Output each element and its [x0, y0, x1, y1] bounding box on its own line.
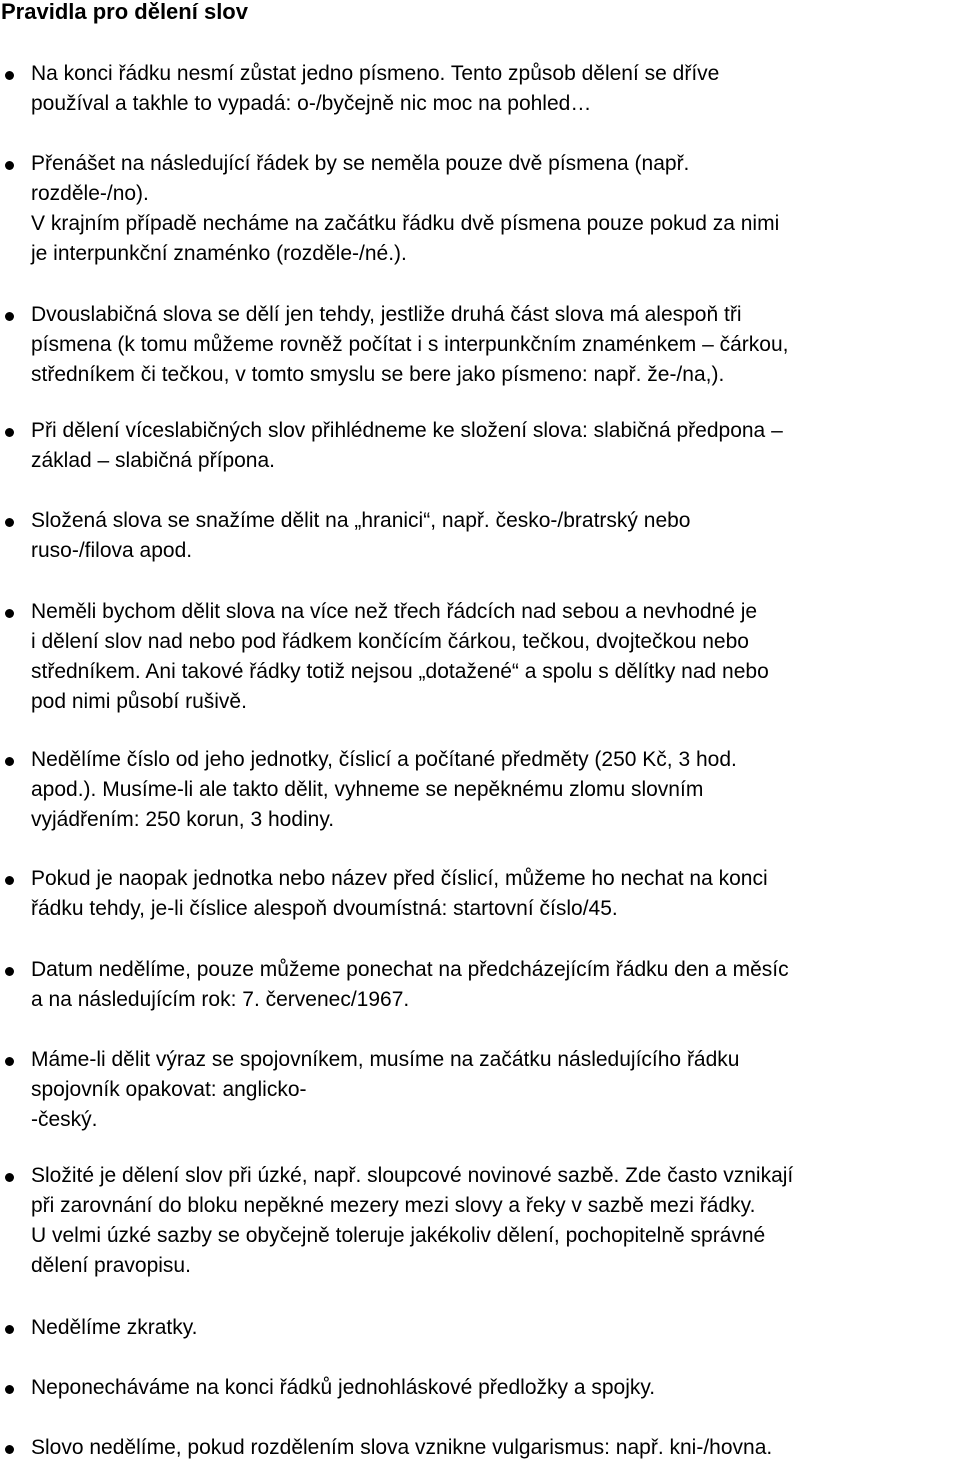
rule-text-line: ruso-/filova apod.: [31, 539, 193, 562]
bullet-icon: [5, 1325, 14, 1334]
rule-item: [0, 867, 960, 927]
rule-text-line: Na konci řádku nesmí zůstat jedno písmeno. Tento způsob dělení se dříve: [31, 62, 720, 85]
rule-item: [0, 1376, 960, 1406]
rule-text-line: i dělení slov nad nebo pod řádkem končícím čárkou, tečkou, dvojtečkou nebo: [31, 630, 749, 653]
rule-text-line: při zarovnání do bloku nepěkné mezery mezi slovy a řeky v sazbě mezi řádky.: [31, 1194, 756, 1217]
rule-item: [0, 1048, 960, 1138]
rule-item: [0, 958, 960, 1018]
bullet-icon: [5, 161, 14, 170]
rule-text-line: Při dělení víceslabičných slov přihlédneme ke složení slova: slabičná předpona –: [31, 419, 783, 442]
bullet-icon: [5, 1445, 14, 1454]
rule-text-line: Nedělíme zkratky.: [31, 1316, 198, 1339]
rule-text-line: Složité je dělení slov při úzké, např. sloupcové novinové sazbě. Zde často vznikají: [31, 1164, 794, 1187]
rule-text-line: Neponecháváme na konci řádků jednohláskové předložky a spojky.: [31, 1376, 656, 1399]
bullet-icon: [5, 1173, 14, 1182]
bullet-icon: [5, 757, 14, 766]
rule-text-line: -český.: [31, 1108, 98, 1131]
rule-text-line: Pokud je naopak jednotka nebo název před číslicí, můžeme ho nechat na konci: [31, 867, 768, 890]
bullet-icon: [5, 518, 14, 527]
rule-text-line: V krajním případě necháme na začátku řádku dvě písmena pouze pokud za nimi: [31, 212, 780, 235]
rule-text-line: používal a takhle to vypadá: o-/byčejně nic moc na pohled…: [31, 92, 592, 115]
rule-item: [0, 600, 960, 720]
rule-text-line: Slovo nedělíme, pokud rozdělením slova vznikne vulgarismus: např. kni-/hovna.: [31, 1436, 773, 1459]
rule-text-line: Složená slova se snažíme dělit na „hranici“, např. česko-/bratrský nebo: [31, 509, 691, 532]
rule-text-line: a na následujícím rok: 7. červenec/1967.: [31, 988, 410, 1011]
bullet-icon: [5, 876, 14, 885]
rule-text-line: U velmi úzké sazby se obyčejně toleruje jakékoliv dělení, pochopitelně správné: [31, 1224, 766, 1247]
rule-item: [0, 62, 960, 122]
rule-text-line: středníkem. Ani takové řádky totiž nejsou „dotažené“ a spolu s dělítky nad nebo: [31, 660, 769, 683]
rule-text-line: Datum nedělíme, pouze můžeme ponechat na předcházejícím řádku den a měsíc: [31, 958, 789, 981]
rule-item: [0, 748, 960, 838]
rule-text-line: Máme-li dělit výraz se spojovníkem, musíme na začátku následujícího řádku: [31, 1048, 740, 1071]
rule-text-line: Přenášet na následující řádek by se neměla pouze dvě písmena (např.: [31, 152, 690, 175]
rule-item: [0, 509, 960, 569]
rule-text-line: Neměli bychom dělit slova na více než třech řádcích nad sebou a nevhodné je: [31, 600, 758, 623]
rule-text-line: řádku tehdy, je-li číslice alespoň dvoumístná: startovní číslo/45.: [31, 897, 618, 920]
rule-text-line: pod nimi působí rušivě.: [31, 690, 247, 713]
rule-item: [0, 152, 960, 272]
bullet-icon: [5, 967, 14, 976]
rule-item: [0, 1164, 960, 1284]
document-title: Pravidla pro dělení slov: [1, 0, 248, 24]
rule-text-line: je interpunkční znaménko (rozděle-/né.).: [31, 242, 407, 265]
rule-text-line: Nedělíme číslo od jeho jednotky, číslicí a počítané předměty (250 Kč, 3 hod.: [31, 748, 737, 771]
rule-text-line: apod.). Musíme-li ale takto dělit, vyhneme se nepěknému zlomu slovním: [31, 778, 704, 801]
rule-text-line: spojovník opakovat: anglicko-: [31, 1078, 307, 1101]
bullet-icon: [5, 1385, 14, 1394]
bullet-icon: [5, 312, 14, 321]
rule-text-line: vyjádřením: 250 korun, 3 hodiny.: [31, 808, 335, 831]
rule-item: [0, 1316, 960, 1346]
bullet-icon: [5, 428, 14, 437]
rule-item: [0, 1436, 960, 1466]
bullet-icon: [5, 71, 14, 80]
rule-text-line: středníkem či tečkou, v tomto smyslu se bere jako písmeno: např. že-/na,).: [31, 363, 725, 386]
rule-text-line: Dvouslabičná slova se dělí jen tehdy, jestliže druhá část slova má alespoň tři: [31, 303, 742, 326]
rule-text-line: rozděle-/no).: [31, 182, 149, 205]
rule-item: [0, 419, 960, 479]
rule-text-line: písmena (k tomu můžeme rovněž počítat i s interpunkčním znaménkem – čárkou,: [31, 333, 789, 356]
rule-item: [0, 303, 960, 393]
bullet-icon: [5, 609, 14, 618]
rule-text-line: základ – slabičná přípona.: [31, 449, 275, 472]
rule-text-line: dělení pravopisu.: [31, 1254, 191, 1277]
bullet-icon: [5, 1057, 14, 1066]
